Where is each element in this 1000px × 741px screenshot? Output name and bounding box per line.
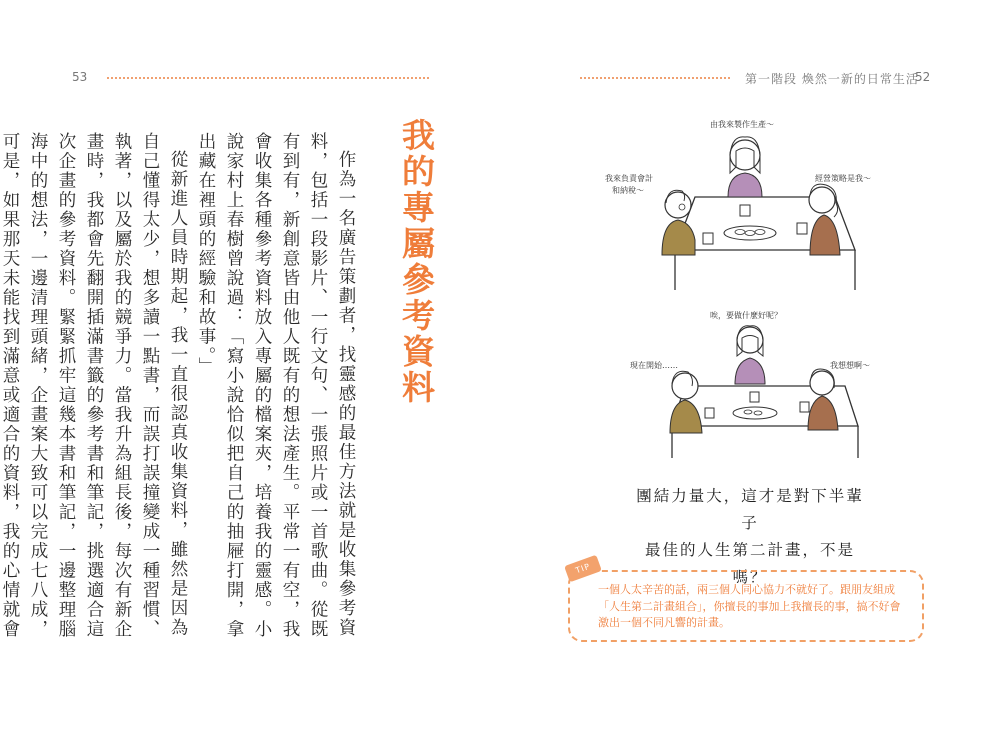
illustration-bottom <box>600 308 920 468</box>
header-dotted-rule-right <box>580 77 730 79</box>
caption-line-2: 最佳的人生第二計畫，不是嗎？ <box>644 541 855 586</box>
illustration-top <box>600 115 920 295</box>
tip-text: 一個人太辛苦的話，兩三個人同心協力不就好了。跟朋友組成「人生第二計畫組合」，你擅長的事加上我擅長的事，搞不好會激出一個不同凡響的計畫。 <box>598 583 901 629</box>
speech-center-bottom: 唉，要做什麼好呢？ <box>710 311 782 320</box>
caption-line-1: 團結力量大，這才是對下半輩子 <box>636 487 864 532</box>
body-text <box>0 132 360 652</box>
speech-left-bottom: 現在開始…… <box>630 361 678 370</box>
speech-right-top: 經營策略是我～ <box>815 174 871 183</box>
tip-badge: TIP <box>564 555 602 583</box>
speech-right-bottom: 我想想啊～ <box>830 361 870 370</box>
meeting-drawing-top <box>600 115 920 295</box>
running-header: 第一階段 煥然一新的日常生活 <box>745 72 919 86</box>
paragraph-1: 作為一名廣告策劃者，找靈感的最佳方法就是收集參考資料，包括一段影片、一行文句、一張照片或一首歌曲。從既有到有，新創意皆由他人既有的想法產生。平常一有空，我會收集各種參考資料放入專屬的檔案夾，培養我的靈感。小說家村上春樹曾說過：「寫小說恰似把自己的抽屜打開，拿出藏在裡頭的經驗和故事。」 <box>196 132 356 639</box>
page-number-right: 52 <box>915 70 931 84</box>
right-page <box>500 0 1000 741</box>
meeting-drawing-bottom <box>600 308 920 468</box>
speech-left-top-2: 和納稅～ <box>612 186 644 195</box>
page-number-left: 53 <box>72 70 88 84</box>
header-dotted-rule-left <box>107 77 429 79</box>
speech-left-top-1: 我來負責會計 <box>605 174 653 183</box>
speech-center-top: 由我來製作生產～ <box>710 120 774 129</box>
paragraph-2: 從新進人員時期起，我一直很認真收集資料，雖然是因為自己懂得太少，想多讀一點書，而誤打誤撞變成一種習慣、執著，以及屬於我的競爭力。當我升為組長後，每次有新企畫時，我都會先翻開插滿書籤的參考書和筆記，挑選適合這次企畫的參考資料。緊緊抓牢這幾本書和筆記，一邊整理腦海中的想法，一邊清理頭緒，企畫案大致可以完成七八成，可是，如果那天未能找到滿意或適合的資料，我的心情就會 <box>0 132 188 639</box>
section-title: 我的專屬參考資料 <box>397 118 436 406</box>
